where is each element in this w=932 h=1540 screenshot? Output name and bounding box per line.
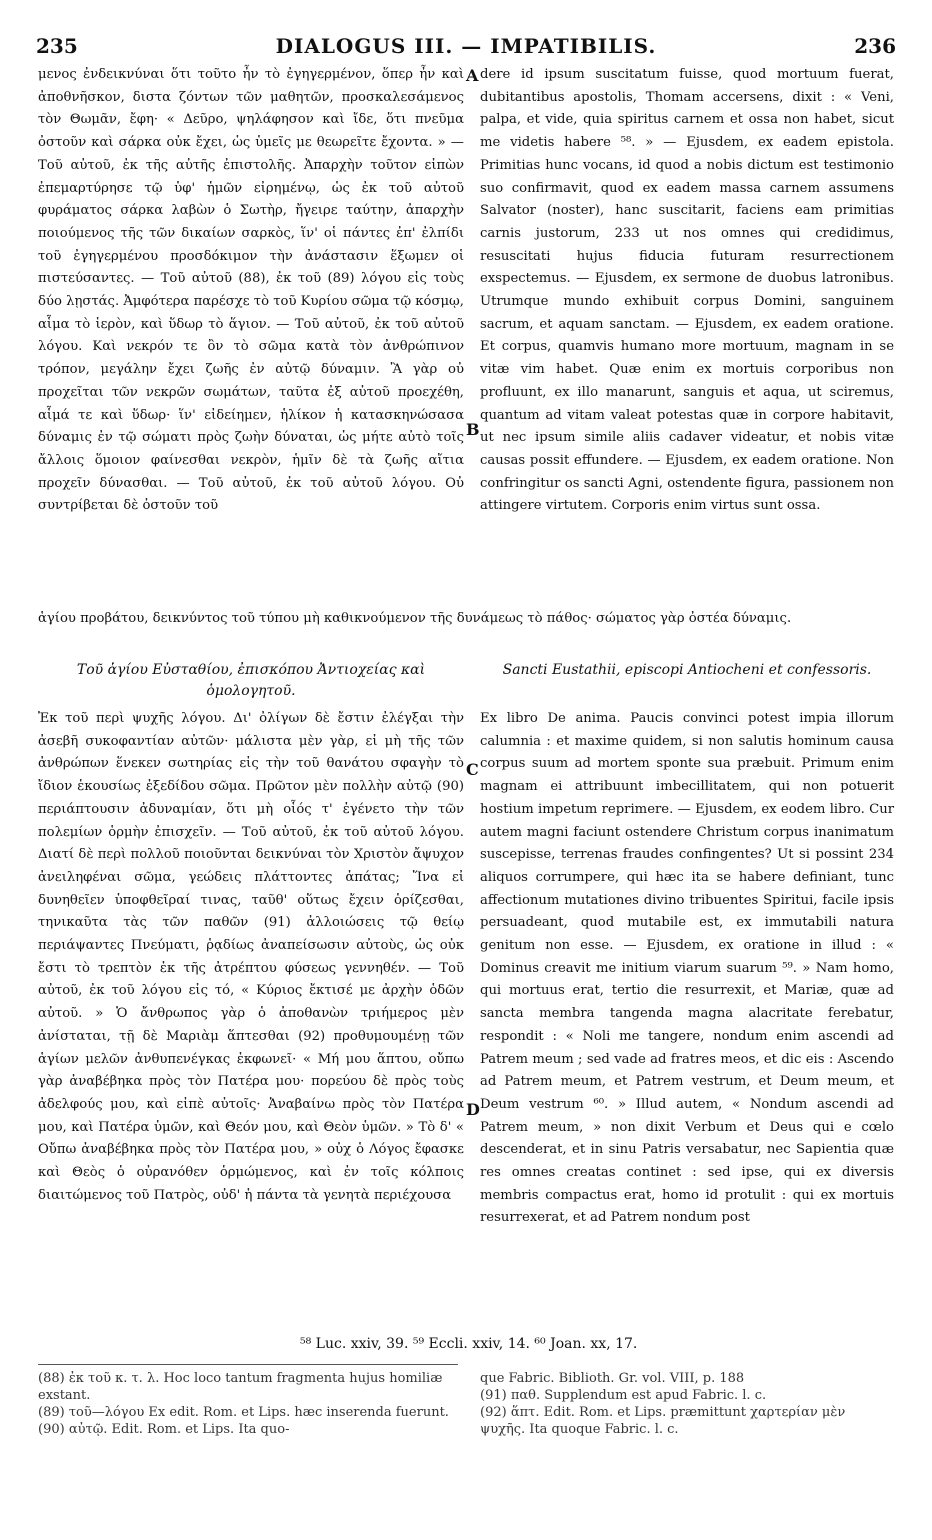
margin-marker-a: A [466, 66, 479, 85]
greek-full-width-line: ἁγίου προβάτου, δεικνύντος τοῦ τύπου μὴ καθικνούμενον τῆς δυνάμεως τὸ πάθος· σώματος γὰρ ὀστέα δύναμις. [38, 611, 792, 626]
greek-text-bottom: Ἐκ τοῦ περὶ ψυχῆς λόγου. Δι' ὀλίγων δὲ ἔστιν ἐλέγξαι τὴν ἀσεβῆ συκοφαντίαν αὐτῶν· μάλιστα μὲν γὰρ, εἰ μὴ τῆς τῶν ἀνθρώπων ἕνεκεν σωτηρίας εἰς τὴν τοῦ θανάτου σφαγὴν τὸ ἴδιον ἑκουσίως ἐξεδίδου σῶμα. Πρῶτον μὲν πολλὴν αὐτῷ (90) περιάπτουσιν ἀδυναμίαν, ὅτι μὴ οἷός τ' ἐγένετο τὴν τῶν πολεμίων ὁρμὴν ἐπισχεῖν. — Τοῦ αὐτοῦ, ἐκ τοῦ αὐτοῦ λόγου. Διατί δὲ περὶ πολλοῦ ποιοῦνται δεικνύναι τὸν Χριστὸν ἄψυχον ἀνειληφέναι σῶμα, γεώδεις πλάττοντες ἀπάτας; Ἵνα εἰ δυνηθεῖεν ὑποφθεῖραί τινας, ταῦθ' οὕτως ἔχειν ὁρίζεσθαι, τηνικαῦτα τὰς τῶν παθῶν (91) ἀλλοιώσεις τῷ θείῳ περιάψαντες Πνεύματι, ῥᾳδίως ἀναπείσωσιν αὐτοὺς, ὡς οὐκ ἔστι τὸ τρεπτὸν ἐκ τῆς ἀτρέπτου φύσεως γεννηθέν. — Τοῦ αὐτοῦ, ἐκ τοῦ λόγου εἰς τό, « Κύριος ἔκτισέ με ἀρχὴν ὁδῶν αὐτοῦ. » Ὁ ἄνθρωπος γὰρ ὁ ἀποθανὼν τριήμερος μὲν ἀνίσταται, τῇ δὲ Μαριὰμ ἅπτεσθαι (92) προθυμουμένῃ τῶν ἁγίων μελῶν ἀνθυπενέγκας ἐκφωνεῖ· « Μή μου ἅπτου, οὔπω γὰρ ἀναβέβηκα πρὸς τὸν Πατέρα μου· πορεύου δὲ πρὸς τοὺς ἀδελφούς μου, καὶ εἰπὲ αὐτοῖς· Ἀναβαίνω πρὸς τὸν Πατέρα μου, καὶ Πατέρα ὑμῶν, καὶ Θεόν μου, καὶ Θεὸν ὑμῶν. » Τὸ δ' « Οὔπω ἀναβέβηκα πρὸς τὸν Πατέρα μου, » οὐχ ὁ Λόγος ἔφασκε καὶ Θεὸς ὁ οὐρανόθεν ὁρμώμενος, καὶ ἐν τοῖς κόλποις διαιτώμενος τοῦ Πατρὸς, οὐδ' ἡ πάντα τὰ γενητὰ περιέχουσα [38, 711, 464, 1203]
footnote-88: (88) ἐκ τοῦ κ. τ. λ. Hoc loco tantum fragmenta hujus homiliæ exstant. [38, 1371, 443, 1403]
running-title: DIALOGUS III. — IMPATIBILIS. [275, 34, 657, 58]
margin-marker-d: D [466, 1100, 480, 1119]
scripture-references: ⁵⁸ Luc. xxiv, 39. ⁵⁹ Eccli. xxiv, 14. ⁶⁰ Joan. xx, 17. [300, 1336, 638, 1352]
latin-text-top: dere id ipsum suscitatum fuisse, quod mortuum fuerat, dubitantibus apostolis, Thomam accersens, dixit : « Veni, palpa, et vide, quia spiritus carnem et ossa non habet, sicut me videtis habere ⁵⁸. » — Ejusdem, ex eadem epistola. Primitias hunc vocans, id quod a nobis dictum est testimonio suo confirmavit, quod ex eadem massa carnem assumens Salvator (noster), hanc suscitarit, faciens eam primitias carnis justorum, 233 ut nos omnes qui credidimus, resuscitati hujus fiducia futuram resurrectionem exspectemus. — Ejusdem, ex sermone de duobus latronibus. Utrumque mundo exhibuit corpus Domini, sanguinem sacrum, et aquam sanctam. — Ejusdem, ex eadem oratione. Et corpus, quamvis humano more mortuum, magnam in se vitæ vim habet. Quæ enim ex mortuis corporibus non profluunt, ex illo manarunt, sanguis et aqua, ut sciremus, quantum ad vitam valeat potestas quæ in corpore habitavit, ut nec ipsum simile aliis cadaver videatur, et nobis vitæ causas possit effundere. — Ejusdem, ex eadem oratione. Non confringitur os sancti Agni, ostendente figura, passionem non attingere virtutem. Corporis enim virtus sunt ossa. [480, 67, 894, 514]
latin-column-top [480, 64, 894, 518]
page-header [36, 34, 896, 60]
page-number-right: 236 [854, 34, 896, 58]
footnote-92: (92) ἅπτ. Edit. Rom. et Lips. præmittunt χαρτερίαν μὲν ψυχῆς. Ita quoque Fabric. l. c. [480, 1405, 846, 1437]
margin-marker-b: B [466, 420, 480, 439]
greek-column-top [38, 64, 464, 518]
footnote-90-continued: que Fabric. Biblioth. Gr. vol. VIII, p. 188 [480, 1371, 745, 1386]
footnote-91: (91) παθ. Supplendum est apud Fabric. l. c. [480, 1388, 767, 1403]
footnote-90: (90) αὐτῷ. Edit. Rom. et Lips. Ita quo- [38, 1422, 290, 1437]
page-number-left: 235 [36, 34, 78, 58]
footnote-89: (89) τοῦ—λόγου Ex edit. Rom. et Lips. hæc inserenda fuerunt. [38, 1405, 449, 1420]
greek-text-top: μενος ἐνδεικνύναι ὅτι τοῦτο ἦν τὸ ἐγηγερμένον, ὅπερ ἦν καὶ ἀποθνῆσκον, διστα ζόντων τῶν μαθητῶν, προσκαλεσάμενος τὸν Θωμᾶν, ἔφη· « Δεῦρο, ψηλάφησον καὶ ἴδε, ὅτι πνεῦμα ὀστοῦν καὶ σάρκα οὐκ ἔχει, ὡς ὑμεῖς με θεωρεῖτε ἔχοντα. » — Τοῦ αὐτοῦ, ἐκ τῆς αὐτῆς ἐπιστολῆς. Ἀπαρχὴν τοῦτον εἰπὼν ἐπεμαρτύρησε τῷ ὑφ' ἡμῶν εἰρημένῳ, ὡς ἐκ τοῦ αὐτοῦ φυράματος σάρκα λαβὼν ὁ Σωτὴρ, ἤγειρε ταύτην, ἀπαρχὴν ποιούμενος τῆς τῶν δικαίων σαρκὸς, ἵν' οἱ πάντες ἐπ' ἐλπίδι τοῦ ἐγηγερμένου προσδόκιμον τὴν ἀνάστασιν ἕξωμεν οἱ πιστεύσαντες. — Τοῦ αὐτοῦ (88), ἐκ τοῦ (89) λόγου εἰς τοὺς δύο λῃστάς. Ἀμφότερα παρέσχε τὸ τοῦ Κυρίου σῶμα τῷ κόσμῳ, αἷμα τὸ ἱερὸν, καὶ ὕδωρ τὸ ἅγιον. — Τοῦ αὐτοῦ, ἐκ τοῦ αὐτοῦ λόγου. Καὶ νεκρόν τε ὂν τὸ σῶμα κατὰ τὸν ἀνθρώπινον τρόπον, μεγάλην ἔχει ζωῆς ἐν αὐτῷ δύναμιν. Ἃ γὰρ οὐ προχεῖται τῶν νεκρῶν σωμάτων, ταῦτα ἐξ αὐτοῦ προεχέθη, αἷμά τε καὶ ὕδωρ· ἵν' εἰδείημεν, ἡλίκον ἡ κατασκηνώσασα δύναμις ἐν τῷ σώματι πρὸς ζωὴν δύναται, ὡς μήτε αὐτὸ τοῖς ἄλλοις ὅμοιον φαίνεσθαι νεκρὸν, ἡμῖν δὲ τὰ ζωῆς αἴτια προχεῖν δύνασθαι. — Τοῦ αὐτοῦ, ἐκ τοῦ αὐτοῦ λόγου. Οὐ συντρίβεται δὲ ὀστοῦν τοῦ [38, 67, 464, 514]
margin-marker-c: C [466, 760, 479, 779]
footnote-divider [38, 1364, 458, 1365]
latin-section-heading: Sancti Eustathii, episcopi Antiocheni et confessoris. [502, 662, 872, 678]
latin-text-bottom: Ex libro De anima. Paucis convinci potest impia illorum calumnia : et maxime quidem, si non salutis hominum causa corpus suum ad mortem sponte sua præbuit. Primum enim magnam ei attribuunt imbecillitatem, qui non potuerit hostium impetum reprimere. — Ejusdem, ex eodem libro. Cur autem magni faciunt ostendere Christum corpus inanimatum suscepisse, terrenas fraudes confingentes? Ut si possint 234 aliquos corrumpere, qui hæc ita se habere definiant, tunc affectionum mutationes divino tribuentes Spiritui, facile ipsis persuadeant, quod mutabile est, ex immutabili natura genitum non esse. — Ejusdem, ex oratione in illud : « Dominus creavit me initium viarum suarum ⁵⁹. » Nam homo, qui mortuus erat, tertio die resurrexit, et Mariæ, quæ ad sancta membra tangenda magna alacritate ferebatur, respondit : « Noli me tangere, nondum enim ascendi ad Patrem meum ; sed vade ad fratres meos, et dic eis : Ascendo ad Patrem meum, et Patrem vestrum, et Deum meum, et Deum vestrum ⁶⁰. » Illud autem, « Nondum ascendi ad Patrem meum, » non dixit Verbum et Deus qui e cœlo descenderat, et in sinu Patris versabatur, nec Sapientia quæ res omnes creatas continet : sed ipse, qui ex diversis membris compactus erat, homo id protulit : qui ex mortuis resurrexerat, et ad Patrem nondum post [480, 711, 894, 1226]
footnotes-right [480, 1370, 894, 1438]
latin-column-bottom [480, 708, 894, 1230]
greek-column-bottom [38, 708, 464, 1207]
footnotes-left [38, 1370, 458, 1438]
greek-section-heading: Τοῦ ἁγίου Εὐσταθίου, ἐπισκόπου Ἀντιοχείας καὶ ὁμολογητοῦ. [76, 662, 426, 699]
